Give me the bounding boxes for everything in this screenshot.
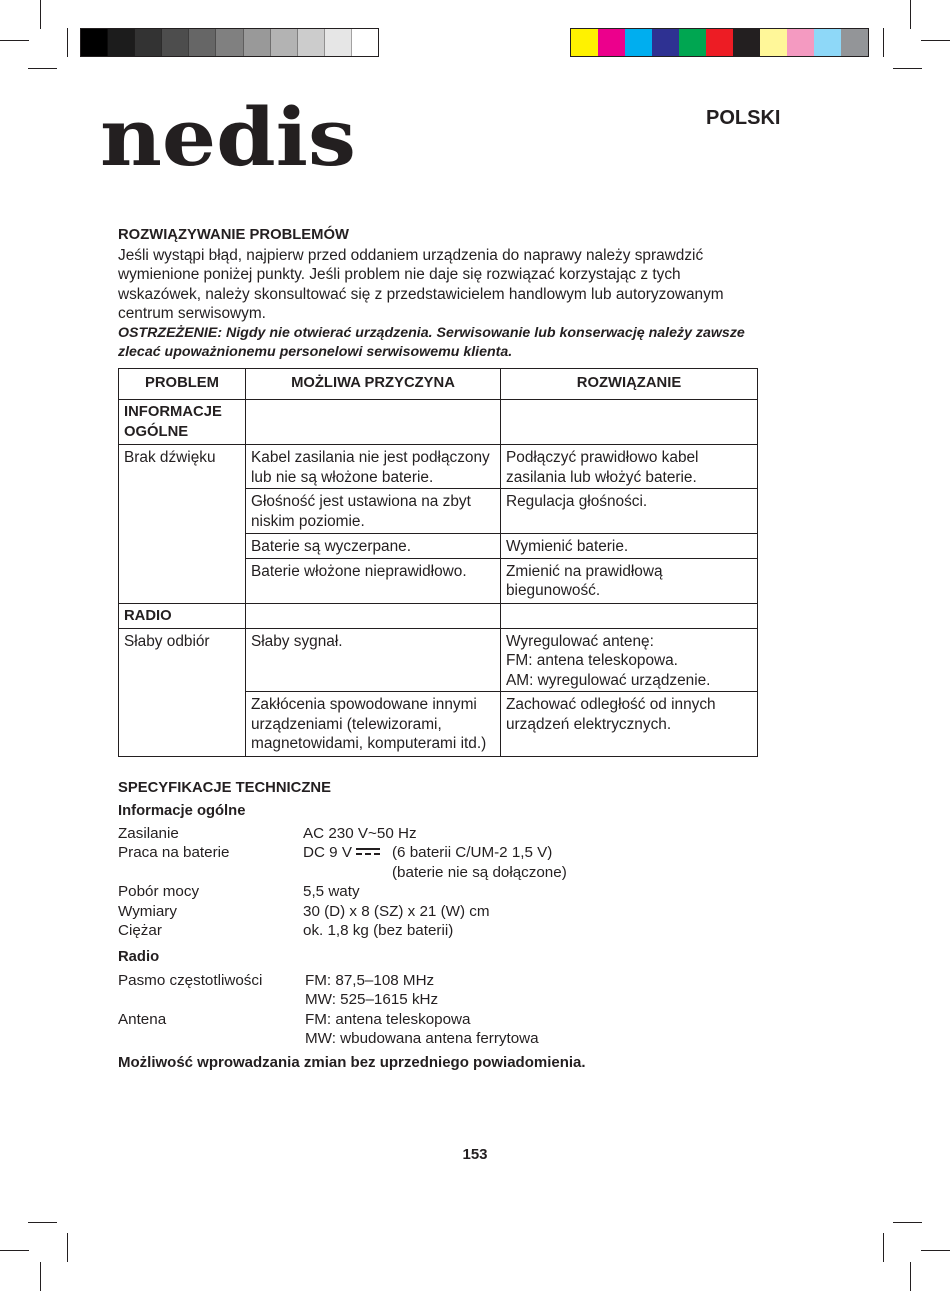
specs-title: SPECYFIKACJE TECHNICZNE [118, 780, 331, 796]
solution-line: Wyregulować antenę: [506, 632, 654, 650]
color-swatch [679, 29, 706, 56]
warning-line: OSTRZEŻENIE: Nigdy nie otwierać urządzenia. Serwisowanie lub konserwację należy zawsze [118, 324, 745, 341]
cause-cell [246, 692, 501, 757]
spec-value [303, 843, 392, 882]
color-swatch [598, 29, 625, 56]
solution-cell [501, 489, 758, 534]
intro-line: centrum serwisowym. [118, 305, 266, 322]
color-swatch [571, 29, 598, 56]
category-cell [119, 400, 246, 445]
table-header-row [119, 369, 758, 400]
spec-row-battery-operation [118, 843, 567, 882]
spec-value-line: FM: antena teleskopowa [305, 1010, 471, 1028]
spec-label: Pobór mocy [118, 883, 200, 901]
crop-mark [67, 1233, 68, 1262]
spec-row-dimensions [118, 902, 567, 921]
grayscale-swatch [298, 29, 325, 56]
spec-row-power-consumption [118, 882, 567, 901]
cause-line: Baterie włożone nieprawidłowo. [251, 562, 467, 580]
spec-value-line: MW: wbudowana antena ferrytowa [305, 1030, 539, 1048]
spec-value [305, 1010, 539, 1049]
header-problem: PROBLEM [119, 369, 246, 400]
dc-voltage: DC 9 V [303, 844, 352, 862]
troubleshooting-table [118, 368, 758, 757]
crop-mark [921, 40, 950, 41]
cause-cell [246, 489, 501, 534]
category-line: RADIO [124, 607, 172, 624]
spec-label: Praca na baterie [118, 844, 230, 862]
cause-line: Głośność jest ustawiona na zbyt [251, 493, 471, 510]
cause-cell [246, 628, 501, 692]
crop-mark [910, 0, 911, 29]
grayscale-swatch [189, 29, 216, 56]
grayscale-control-bar [80, 28, 379, 57]
solution-line: Zachować odległość od innych [506, 696, 716, 713]
table-row [119, 445, 758, 489]
spec-label: Wymiary [118, 902, 177, 920]
color-swatch [841, 29, 868, 56]
problem-cell [119, 628, 246, 757]
spec-row-power-supply [118, 824, 567, 843]
table-category-row [119, 400, 758, 445]
cause-cell [246, 534, 501, 559]
empty-cell [501, 603, 758, 628]
solution-line: Regulacja głośności. [506, 493, 648, 510]
solution-cell [501, 692, 758, 757]
problem-text: Brak dźwięku [124, 449, 216, 466]
intro-line: Jeśli wystąpi błąd, najpierw przed oddaniem urządzenia do naprawy należy sprawdzić [118, 246, 704, 264]
solution-line: Podłączyć prawidłowo kabel [506, 449, 699, 466]
solution-line: FM: antena teleskopowa. [506, 652, 678, 669]
language-label: POLSKI [706, 107, 781, 129]
crop-mark [910, 1262, 911, 1291]
table-row [119, 628, 758, 692]
grayscale-swatch [81, 29, 108, 56]
spec-value: ok. 1,8 kg (bez baterii) [303, 922, 454, 940]
grayscale-swatch [244, 29, 271, 56]
crop-mark [28, 1222, 57, 1223]
solution-line: AM: wyregulować urządzenie. [506, 671, 711, 689]
header-cause: MOŻLIWA PRZYCZYNA [246, 369, 501, 400]
cause-line: Kabel zasilania nie jest podłączony [251, 449, 490, 466]
solution-line: Wymienić baterie. [506, 538, 629, 555]
intro-line: wymienione poniżej punkty. Jeśli problem nie daje się rozwiązać korzystając z tych [118, 266, 681, 283]
cause-cell [246, 558, 501, 603]
solution-cell [501, 445, 758, 489]
empty-cell [246, 400, 501, 445]
solution-line: urządzeń elektrycznych. [506, 715, 672, 733]
general-spec-list [118, 824, 567, 940]
crop-mark [0, 1250, 29, 1251]
grayscale-swatch [108, 29, 135, 56]
nedis-logo [98, 95, 362, 175]
spec-detail [392, 843, 567, 882]
crop-mark [893, 1222, 922, 1223]
problem-text: Słaby odbiór [124, 632, 210, 650]
table-category-row [119, 603, 758, 628]
crop-mark [67, 28, 68, 57]
spec-value: 5,5 waty [303, 883, 360, 901]
color-swatch [706, 29, 733, 56]
color-swatch [760, 29, 787, 56]
spec-label: Zasilanie [118, 825, 179, 842]
spec-value: 30 (D) x 8 (SZ) x 21 (W) cm [303, 902, 490, 920]
cause-line: niskim poziomie. [251, 512, 365, 530]
category-line: INFORMACJE [124, 404, 222, 420]
category-cell [119, 603, 246, 628]
spec-detail-line: (6 baterii C/UM-2 1,5 V) [392, 844, 553, 862]
category-line: OGÓLNE [124, 423, 189, 440]
cause-line: Baterie są wyczerpane. [251, 538, 411, 555]
radio-spec-list [118, 971, 539, 1049]
grayscale-swatch [216, 29, 243, 56]
spec-label: Antena [118, 1010, 167, 1028]
intro-line: wskazówek, należy skonsultować się z przedstawicielem handlowym lub autoryzowanym [118, 285, 724, 303]
solution-cell [501, 534, 758, 559]
crop-mark [921, 1250, 950, 1251]
spec-row-antenna [118, 1010, 539, 1049]
color-swatch [814, 29, 841, 56]
grayscale-swatch [162, 29, 189, 56]
color-swatch [625, 29, 652, 56]
cause-line: urządzeniami (telewizorami, [251, 715, 442, 733]
color-swatch [652, 29, 679, 56]
solution-cell [501, 628, 758, 692]
solution-line: Zmienić na prawidłową [506, 562, 663, 580]
color-swatch [733, 29, 760, 56]
warning-line: zlecać upoważnionemu personelowi serwisowemu klienta. [118, 344, 513, 360]
cause-line: lub nie są włożone baterie. [251, 468, 434, 486]
grayscale-swatch [352, 29, 378, 56]
change-notice: Możliwość wprowadzania zmian bez uprzedniego powiadomienia. [118, 1054, 586, 1071]
spec-label: Pasmo częstotliwości [118, 972, 263, 989]
solution-cell [501, 558, 758, 603]
radio-title: Radio [118, 949, 160, 965]
crop-mark [40, 1262, 41, 1291]
crop-mark [883, 1233, 884, 1262]
spec-detail-line: (baterie nie są dołączone) [392, 863, 567, 881]
color-control-bar [570, 28, 869, 57]
spec-value: AC 230 V~50 Hz [303, 825, 417, 842]
grayscale-swatch [135, 29, 162, 56]
spec-label: Ciężar [118, 922, 162, 940]
spec-value-line: MW: 525–1615 kHz [305, 991, 439, 1009]
cause-line: Słaby sygnał. [251, 632, 343, 650]
cause-cell [246, 445, 501, 489]
header-solution: ROZWIĄZANIE [501, 369, 758, 400]
crop-mark [0, 40, 29, 41]
cause-line: magnetowidami, komputerami itd.) [251, 735, 487, 752]
general-info-title: Informacje ogólne [118, 803, 246, 819]
crop-mark [40, 0, 41, 29]
empty-cell [501, 400, 758, 445]
solution-line: zasilania lub włożyć baterie. [506, 468, 697, 486]
problem-cell [119, 445, 246, 604]
spec-value-line: FM: 87,5–108 MHz [305, 972, 435, 989]
troubleshooting-section [118, 226, 808, 363]
grayscale-swatch [271, 29, 298, 56]
spec-row-weight [118, 921, 567, 940]
crop-mark [893, 68, 922, 69]
logo-wordmark: nedis [100, 95, 356, 175]
crop-mark [883, 28, 884, 57]
color-swatch [787, 29, 814, 56]
dc-symbol-icon [356, 847, 380, 856]
empty-cell [246, 603, 501, 628]
cause-line: Zakłócenia spowodowane innymi [251, 696, 477, 713]
grayscale-swatch [325, 29, 352, 56]
crop-mark [28, 68, 57, 69]
spec-row-frequency-range [118, 971, 539, 1010]
page-number: 153 [462, 1146, 488, 1163]
section-title: ROZWIĄZYWANIE PROBLEMÓW [118, 227, 349, 243]
spec-value [305, 971, 438, 1010]
solution-line: biegunowość. [506, 582, 601, 599]
